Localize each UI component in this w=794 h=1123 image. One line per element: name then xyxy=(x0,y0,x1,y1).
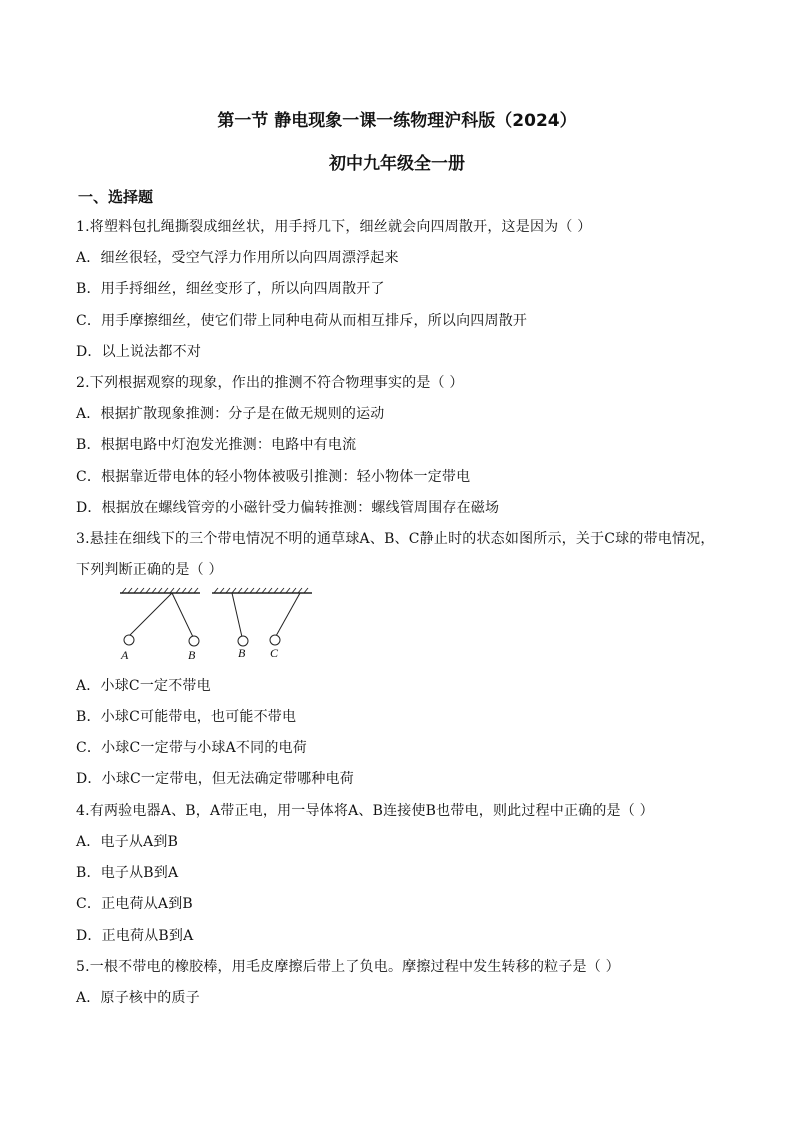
figure-label-b-left: B xyxy=(188,648,196,662)
question-4-stem: 4.有两验电器A、B，A带正电，用一导体将A、B连接使B也带电，则此过程中正确的是（ ） xyxy=(76,803,654,819)
question-4-option-c: C．正电荷从A到B xyxy=(76,896,193,912)
question-3-option-a: A．小球C一定不带电 xyxy=(76,678,211,694)
figure-label-c: C xyxy=(270,646,279,660)
question-3-option-b: B．小球C可能带电，也可能不带电 xyxy=(76,709,297,725)
document-subtitle: 初中九年级全一册 xyxy=(329,154,465,174)
thread-a xyxy=(129,593,172,636)
question-4-option-d: D．正电荷从B到A xyxy=(76,928,194,944)
question-5-option-a: A．原子核中的质子 xyxy=(76,990,200,1006)
thread-b-left xyxy=(172,593,193,637)
question-2-stem: 2.下列根据观察的现象，作出的推测不符合物理事实的是（ ） xyxy=(76,375,464,391)
question-4-option-b: B．电子从B到A xyxy=(76,865,179,881)
question-2-option-d: D．根据放在螺线管旁的小磁针受力偏转推测：螺线管周围存在磁场 xyxy=(76,500,500,516)
question-1-option-c: C．用手摩擦细丝，使它们带上同种电荷从而相互排斥，所以向四周散开 xyxy=(76,313,528,329)
question-1-option-b: B．用手捋细丝，细丝变形了，所以向四周散开了 xyxy=(76,281,385,297)
figure-label-b-right: B xyxy=(238,646,246,660)
question-4-option-a: A．电子从A到B xyxy=(76,834,179,850)
question-2-option-c: C．根据靠近带电体的轻小物体被吸引推测：轻小物体一定带电 xyxy=(76,469,471,485)
question-3-option-c: C．小球C一定带与小球A不同的电荷 xyxy=(76,740,307,756)
pith-ball-b-left xyxy=(189,636,199,646)
thread-c xyxy=(276,593,300,636)
question-3-stem-line-2: 下列判断正确的是（ ） xyxy=(76,562,223,578)
section-heading: 一、选择题 xyxy=(78,188,154,206)
document-title: 第一节 静电现象一课一练物理沪科版（2024） xyxy=(217,111,577,131)
pith-ball-b-right xyxy=(238,636,248,646)
question-5-stem: 5.一根不带电的橡胶棒，用毛皮摩擦后带上了负电。摩擦过程中发生转移的粒子是（ ） xyxy=(76,959,620,975)
pith-ball-figure xyxy=(112,586,322,664)
question-1-option-d: D．以上说法都不对 xyxy=(76,344,202,360)
figure-label-a: A xyxy=(121,648,129,662)
question-1-stem: 1.将塑料包扎绳撕裂成细丝状，用手捋几下，细丝就会向四周散开，这是因为（ ） xyxy=(76,219,592,235)
question-3-option-d: D．小球C一定带电，但无法确定带哪种电荷 xyxy=(76,771,354,787)
question-3-stem-line-1: 3.悬挂在细线下的三个带电情况不明的通草球A、B、C静止时的状态如图所示，关于C球的带电情况， xyxy=(76,531,715,547)
right-support-bar xyxy=(212,588,312,593)
pith-ball-c xyxy=(270,635,280,645)
question-2-option-b: B．根据电路中灯泡发光推测：电路中有电流 xyxy=(76,437,357,453)
question-2-option-a: A．根据扩散现象推测：分子是在做无规则的运动 xyxy=(76,406,385,422)
pith-ball-a xyxy=(124,635,134,645)
thread-b-right xyxy=(232,593,242,637)
question-1-option-a: A．细丝很轻，受空气浮力作用所以向四周漂浮起来 xyxy=(76,250,399,266)
left-support-bar xyxy=(120,588,200,593)
